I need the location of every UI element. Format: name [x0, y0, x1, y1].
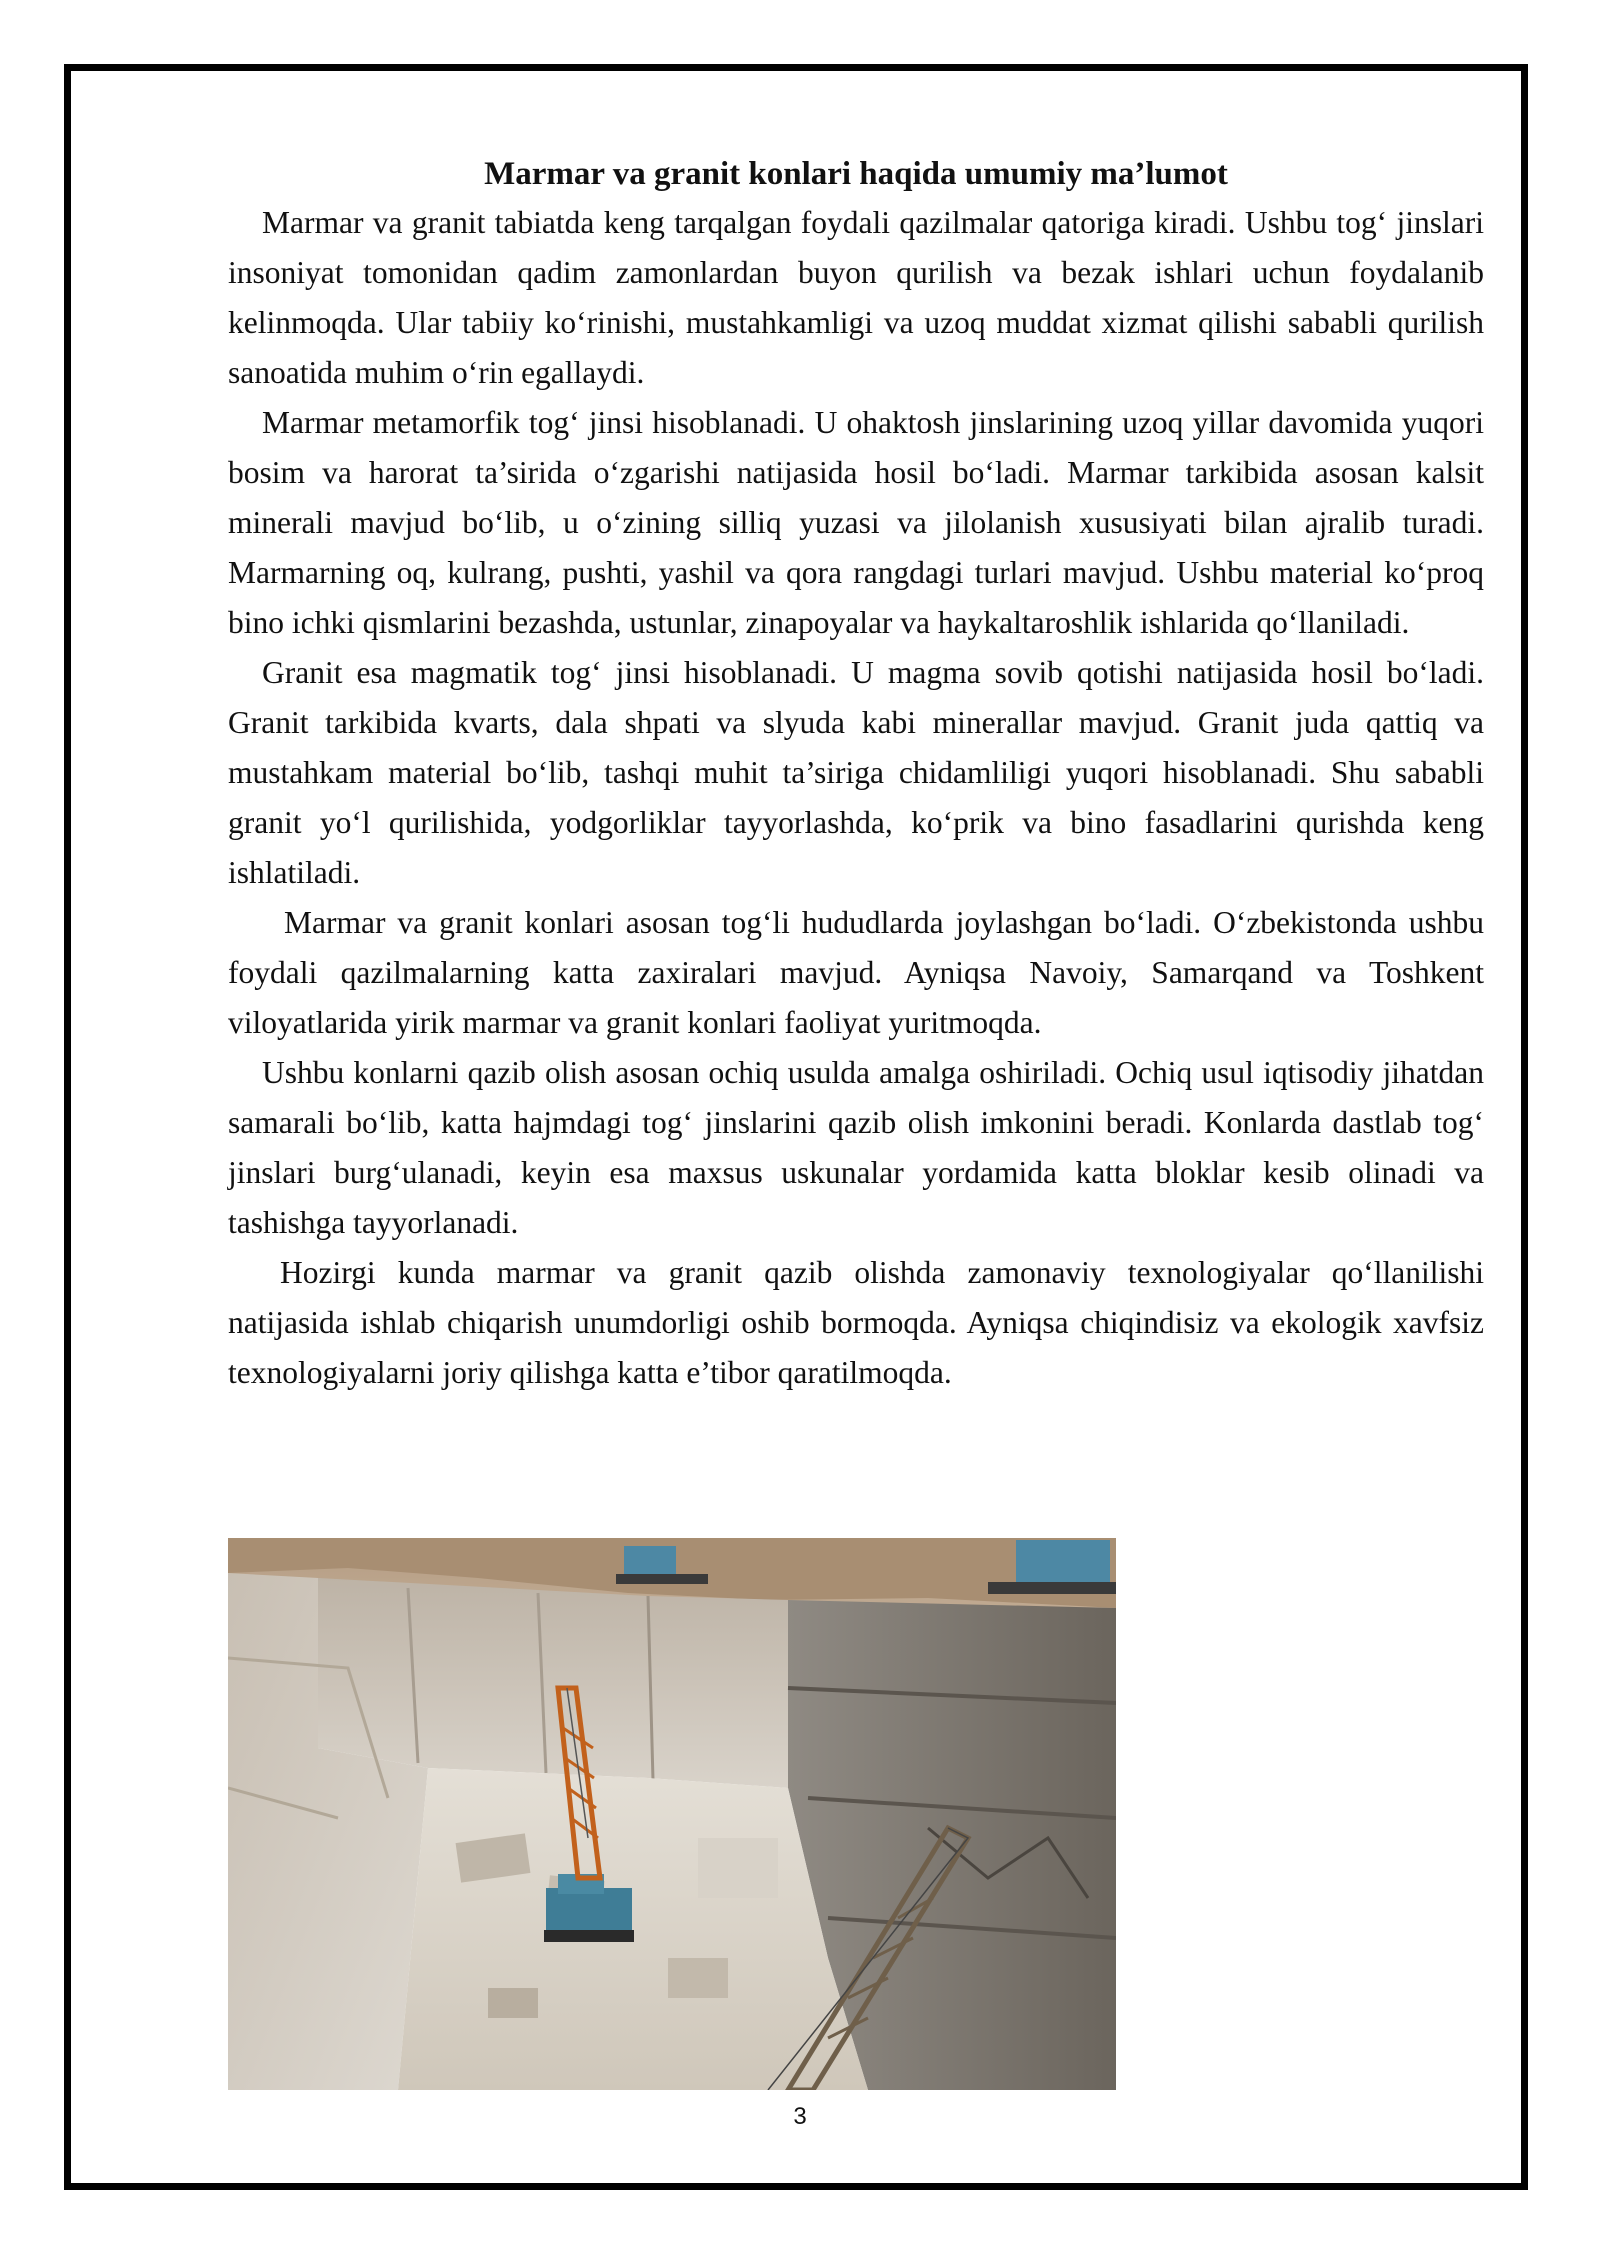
paragraph-deposits: Marmar va granit konlari asosan tog‘li hududlarda joylashgan bo‘ladi. O‘zbekistonda ushbu foydali qazilmalarning katta zaxiralari mavjud. Ayniqsa Navoiy, Samarqand va Toshkent viloyatlarida yirik marmar va granit konlari faoliyat yuritmoqda. — [228, 905, 1484, 1040]
document-body — [228, 150, 1484, 1398]
paragraph-marble: Marmar metamorfik tog‘ jinsi hisoblanadi. U ohaktosh jinslarining uzoq yillar davomida yuqori bosim va harorat ta’sirida o‘zgarishi natijasida hosil bo‘ladi. Marmar tarkibida asosan kalsit minerali mavjud bo‘lib, u o‘zining silliq yuzasi va jilolanish xususiyati bilan ajralib turadi. Marmarning oq, kulrang, pushti, yashil va qora rangdagi turlari mavjud. Ushbu material ko‘proq bino ichki qismlarini bezashda, ustunlar, zinapoyalar va haykaltaroshlik ishlarida qo‘llaniladi. — [228, 405, 1484, 640]
quarry-photo — [228, 1538, 1116, 2090]
paragraph-intro: Marmar va granit tabiatda keng tarqalgan foydali qazilmalar qatoriga kiradi. Ushbu tog‘ jinslari insoniyat tomonidan qadim zamonlardan buyon qurilish va bezak ishlari uchun foydalanib kelinmoqda. Ular tabiiy ko‘rinishi, mustahkamligi va uzoq muddat xizmat qilishi sababli qurilish sanoatida muhim o‘rin egallaydi. — [228, 205, 1484, 390]
paragraph-extraction: Ushbu konlarni qazib olish asosan ochiq usulda amalga oshiriladi. Ochiq usul iqtisodiy jihatdan samarali bo‘lib, katta hajmdagi tog‘ jinslarini qazib olish imkonini beradi. Konlarda dastlab tog‘ jinslari burg‘ulanadi, keyin esa maxsus uskunalar yordamida katta bloklar kesib olinadi va tashishga tayyorlanadi. — [228, 1055, 1484, 1240]
page-number: 3 — [793, 2103, 807, 2130]
document-title: Marmar va granit konlari haqida umumiy ma’lumot — [484, 156, 1228, 192]
paragraph-technology: Hozirgi kunda marmar va granit qazib olishda zamonaviy texnologiyalar qo‘llanilishi natijasida ishlab chiqarish unumdorligi oshib bormoqda. Ayniqsa chiqindisiz va ekologik xavfsiz texnologiyalarni joriy qilishga katta e’tibor qaratilmoqda. — [228, 1255, 1484, 1390]
paragraph-granite: Granit esa magmatik tog‘ jinsi hisoblanadi. U magma sovib qotishi natijasida hosil bo‘ladi. Granit tarkibida kvarts, dala shpati va slyuda kabi minerallar mavjud. Granit juda qattiq va mustahkam material bo‘lib, tashqi muhit ta’siriga chidamliligi yuqori hisoblanadi. Shu sababli granit yo‘l qurilishida, yodgorliklar tayyorlashda, ko‘prik va bino fasadlarini qurishda keng ishlatiladi. — [228, 655, 1484, 890]
